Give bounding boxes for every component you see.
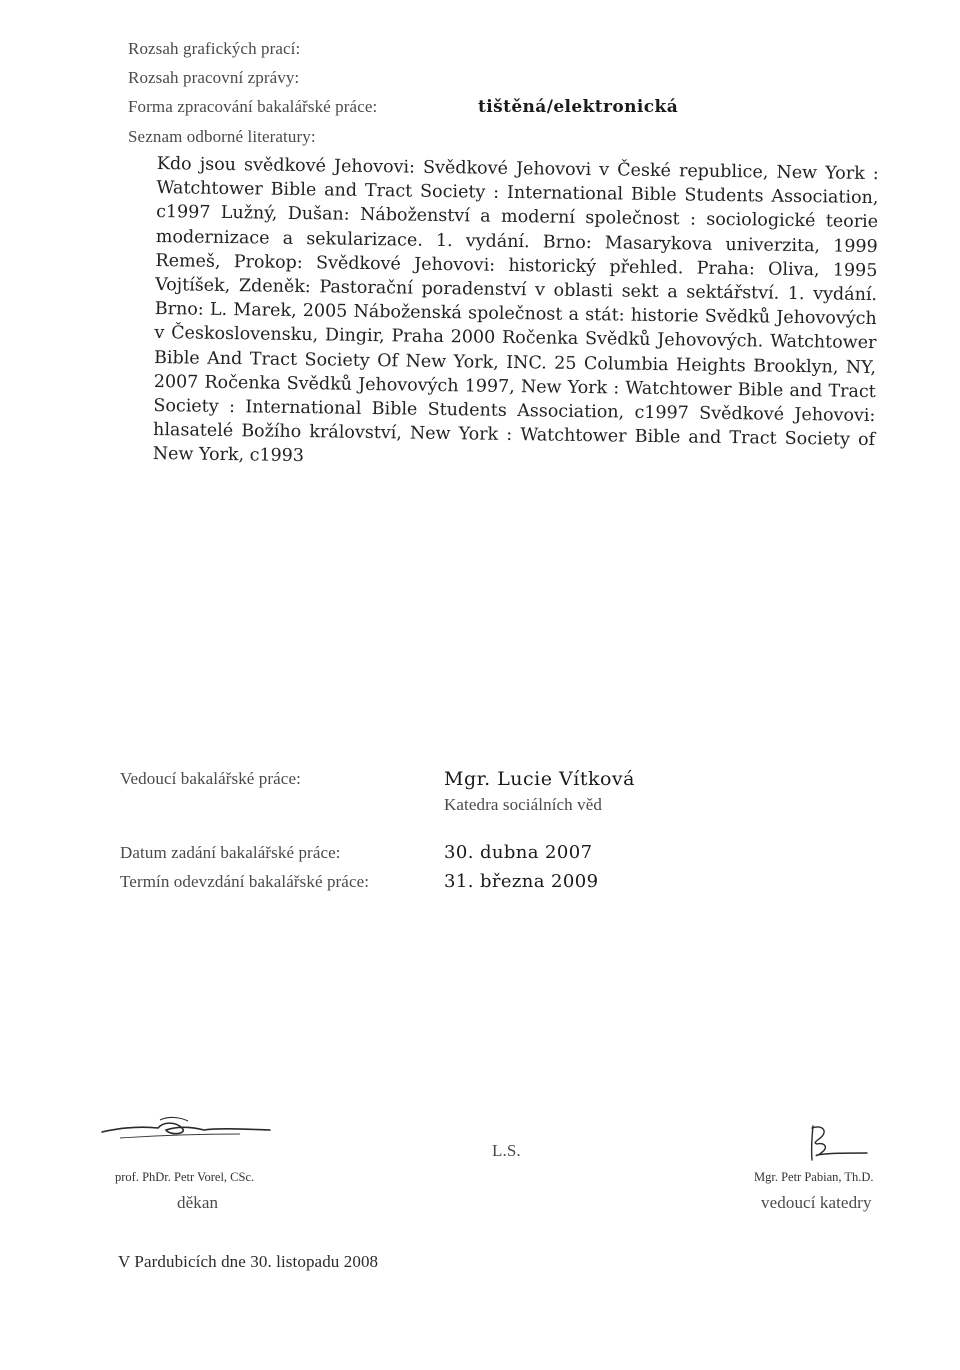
dean-role: děkan [177,1193,219,1212]
assignment-date-value: 30. dubna 2007 [444,842,593,863]
literature-list: Kdo jsou svědkové Jehovovi: Svědkové Jehovovi v České republice, New York : Watchtower Bible and Tract Society : International Bible Students Association, c1997 Lužný, Dušan: Náboženství a moderní společnost : sociologické teorie modernizace a sekularizace. 1. vydání. Brno: Masarykova univerzita, 1999 Remeš, Prokop: Svědkové Jehovovi: historický přehled. Praha: Oliva, 1995 Vojtíšek, Zdeněk: Pastorační poradenství v oblasti sekt a sektářství. 1. vydání. Brno: L. Marek, 2005 Náboženská společnost a stát: historie Svědků Jehovových v Československu, Dingir, Praha 2000 Ročenka Svědků Jehovových. Watchtower Bible And Tract Society Of New York, INC. 25 Columbia Heights Brooklyn, NY, 2007 Ročenka Svědků Jehovových 1997, New York : Watchtower Bible and Tract Society : International Bible Students Association, c1997 Svědkové Jehovovi: hlasatelé Božího království, New York : Watchtower Bible and Tract Society of New York, c1993 [152,153,879,467]
assignment-date-label: Datum zadání bakalářské práce: [120,843,341,862]
seal-mark: L.S. [492,1141,521,1160]
thesis-form-value: tištěná/elektronická [478,97,679,117]
submission-deadline-value: 31. března 2009 [444,871,599,892]
graphics-scope-label: Rozsah grafických prací: [128,39,301,58]
literature-label: Seznam odborné literatury: [128,127,316,146]
dean-signature [100,1112,275,1147]
supervisor-department: Katedra sociálních věd [444,795,602,814]
department-head-signature [805,1122,870,1164]
supervisor-label: Vedoucí bakalářské práce: [120,769,301,788]
place-and-date: V Pardubicích dne 30. listopadu 2008 [118,1252,379,1271]
department-head-role: vedoucí katedry [761,1193,872,1212]
report-scope-label: Rozsah pracovní zprávy: [128,68,300,87]
thesis-form-label: Forma zpracování bakalářské práce: [128,97,378,116]
department-head-name: Mgr. Petr Pabian, Th.D. [754,1170,874,1184]
submission-deadline-label: Termín odevzdání bakalářské práce: [120,872,370,891]
dean-name: prof. PhDr. Petr Vorel, CSc. [115,1170,255,1184]
supervisor-name: Mgr. Lucie Vítková [444,768,635,790]
